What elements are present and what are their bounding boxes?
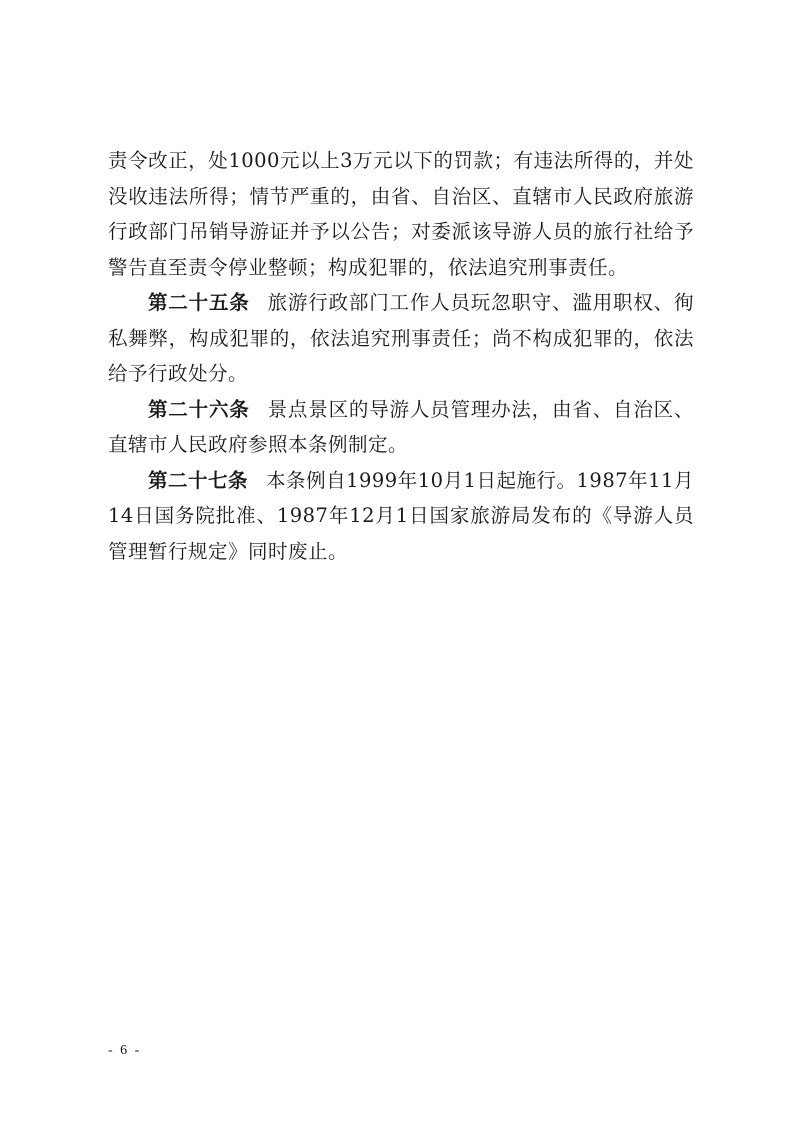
article-26-text: 景点景区的导游人员管理办法，由省、自治区、直辖市人民政府参照本条例制定。	[108, 397, 694, 456]
article-25-title: 第二十五条	[148, 291, 250, 314]
article-25	[108, 285, 694, 392]
article-27-text: 本条例自1999年10月1日起施行。1987年11月14日国务院批准、1987年12月1日国家旅游局发布的《导游人员管理暂行规定》同时废止。	[108, 468, 694, 563]
continuation-paragraph: 责令改正，处1000元以上3万元以下的罚款；有违法所得的，并处没收违法所得；情节严重的，由省、自治区、直辖市人民政府旅游行政部门吊销导游证并予以公告；对委派该导游人员的旅行社给予警告直至责令停业整顿；构成犯罪的，依法追究刑事责任。	[108, 149, 694, 279]
article-27	[108, 463, 694, 570]
article-27-title: 第二十七条	[148, 468, 249, 492]
document-body	[108, 143, 694, 569]
article-25-text: 旅游行政部门工作人员玩忽职守、滥用职权、徇私舞弊，构成犯罪的，依法追究刑事责任；尚不构成犯罪的，依法给予行政处分。	[108, 291, 694, 385]
article-26	[108, 392, 694, 463]
page-number: - 6 -	[108, 1043, 142, 1058]
article-26-title: 第二十六条	[148, 397, 250, 421]
